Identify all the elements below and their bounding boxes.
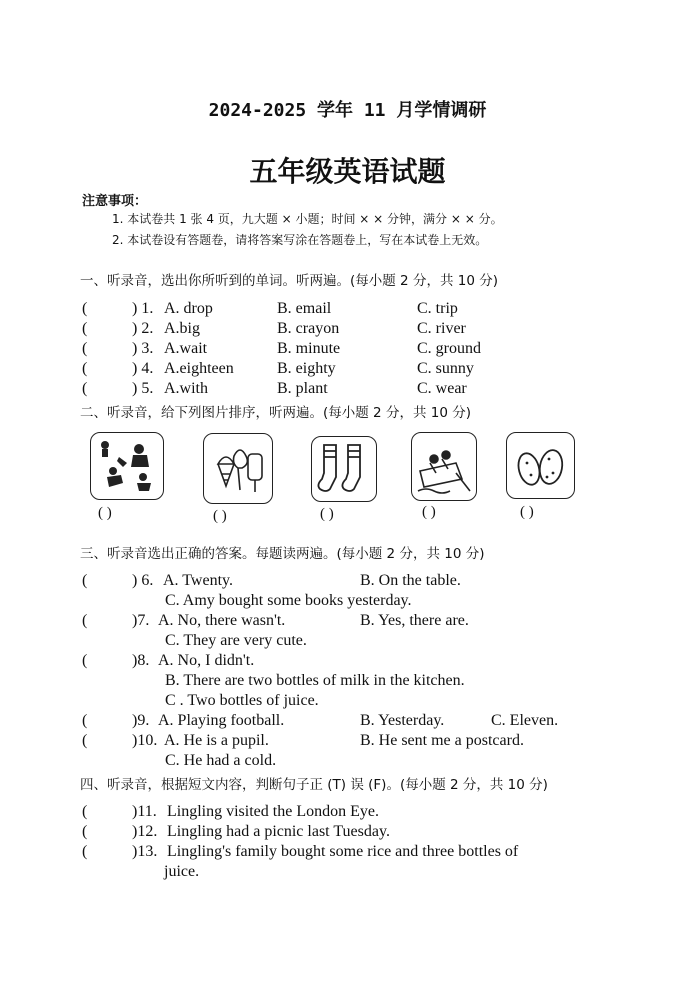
option-a: A.big: [164, 320, 200, 337]
picture-answer-blank: ( ): [520, 504, 534, 520]
answer-paren: (: [82, 380, 88, 397]
option-c: C. They are very cute.: [165, 632, 307, 649]
answer-paren: (: [82, 732, 88, 749]
picture-potatoes: [506, 432, 575, 499]
picture-answer-blank: ( ): [213, 508, 227, 524]
socks-icon: [312, 437, 376, 501]
question-number: ) 6.: [132, 572, 154, 589]
picture-answer-blank: ( ): [320, 506, 334, 522]
option-b: B. There are two bottles of milk in the kitchen.: [165, 672, 465, 689]
notice-item-1: 1. 本试卷共 1 张 4 页，九大题 × 小题；时间 × × 分钟，满分 × × 分。: [112, 212, 503, 226]
option-c: C. river: [417, 320, 466, 337]
option-c: C. sunny: [417, 360, 474, 377]
answer-paren: (: [82, 572, 88, 589]
option-b: B. Yes, there are.: [360, 612, 469, 629]
option-a: A.eighteen: [164, 360, 234, 377]
section-4-title: 四、听录音，根据短文内容，判断句子正 (T) 误 (F)。(每小题 2 分，共 10 分): [80, 777, 548, 793]
picture-answer-blank: ( ): [98, 505, 112, 521]
kids-playing-icon: [91, 433, 163, 499]
option-c: C. wear: [417, 380, 467, 397]
picture-kids-playing: [90, 432, 164, 500]
option-a: A. Playing football.: [158, 712, 285, 729]
option-a: A. He is a pupil.: [164, 732, 269, 749]
question-number: )9.: [132, 712, 150, 729]
option-b: B. plant: [277, 380, 328, 397]
question-number: )11.: [132, 803, 157, 820]
option-a: A. No, there wasn't.: [158, 612, 286, 629]
option-b: B. He sent me a postcard.: [360, 732, 524, 749]
rowing-boat-icon: [412, 433, 476, 500]
option-c: C. Amy bought some books yesterday.: [165, 592, 412, 609]
answer-paren: (: [82, 320, 88, 337]
answer-paren: (: [82, 712, 88, 729]
statement-text: Lingling had a picnic last Tuesday.: [167, 823, 390, 840]
answer-paren: (: [82, 612, 88, 629]
answer-paren: (: [82, 843, 88, 860]
ice-cream-icon: [204, 434, 272, 503]
option-a: A. No, I didn't.: [158, 652, 255, 669]
question-number: )7.: [132, 612, 150, 629]
option-b: B. On the table.: [360, 572, 461, 589]
question-number: ) 4.: [132, 360, 154, 377]
section-1-title: 一、听录音，选出你所听到的单词。听两遍。(每小题 2 分，共 10 分): [80, 273, 498, 289]
exam-period-title: 2024-2025 学年 11 月学情调研: [208, 100, 487, 121]
exam-title: 五年级英语试题: [249, 155, 446, 188]
picture-answer-blank: ( ): [422, 504, 436, 520]
option-a: A.with: [164, 380, 208, 397]
option-b: B. email: [277, 300, 332, 317]
option-c: C. He had a cold.: [165, 752, 277, 769]
answer-paren: (: [82, 823, 88, 840]
notice-item-2: 2. 本试卷设有答题卷，请将答案写涂在答题卷上，写在本试卷上无效。: [112, 233, 488, 247]
answer-paren: (: [82, 300, 88, 317]
option-a: A. drop: [164, 300, 213, 317]
question-number: )8.: [132, 652, 150, 669]
statement-text: Lingling's family bought some rice and three bottles of: [167, 843, 519, 860]
section-3-title: 三、听录音选出正确的答案。每题读两遍。(每小题 2 分，共 10 分): [80, 546, 485, 562]
statement-text: Lingling visited the London Eye.: [167, 803, 379, 820]
section-2-title: 二、听录音，给下列图片排序，听两遍。(每小题 2 分，共 10 分): [80, 405, 471, 421]
option-c: C . Two bottles of juice.: [165, 692, 319, 709]
answer-paren: (: [82, 360, 88, 377]
notice-heading: 注意事项：: [82, 194, 148, 209]
question-number: ) 3.: [132, 340, 154, 357]
answer-paren: (: [82, 803, 88, 820]
option-b: B. eighty: [277, 360, 336, 377]
picture-rowing-boat: [411, 432, 477, 501]
option-b: B. crayon: [277, 320, 340, 337]
question-number: )13.: [132, 843, 158, 860]
question-number: )12.: [132, 823, 158, 840]
option-c: C. Eleven.: [491, 712, 559, 729]
picture-socks: [311, 436, 377, 502]
statement-text-continued: juice.: [164, 863, 200, 880]
option-c: C. ground: [417, 340, 481, 357]
question-number: ) 1.: [132, 300, 154, 317]
option-b: B. Yesterday.: [360, 712, 445, 729]
question-number: )10.: [132, 732, 158, 749]
question-number: ) 2.: [132, 320, 154, 337]
question-number: ) 5.: [132, 380, 154, 397]
option-a: A.wait: [164, 340, 208, 357]
option-b: B. minute: [277, 340, 341, 357]
option-c: C. trip: [417, 300, 458, 317]
option-a: A. Twenty.: [163, 572, 233, 589]
potatoes-icon: [507, 433, 574, 498]
answer-paren: (: [82, 652, 88, 669]
picture-ice-cream: [203, 433, 273, 504]
answer-paren: (: [82, 340, 88, 357]
